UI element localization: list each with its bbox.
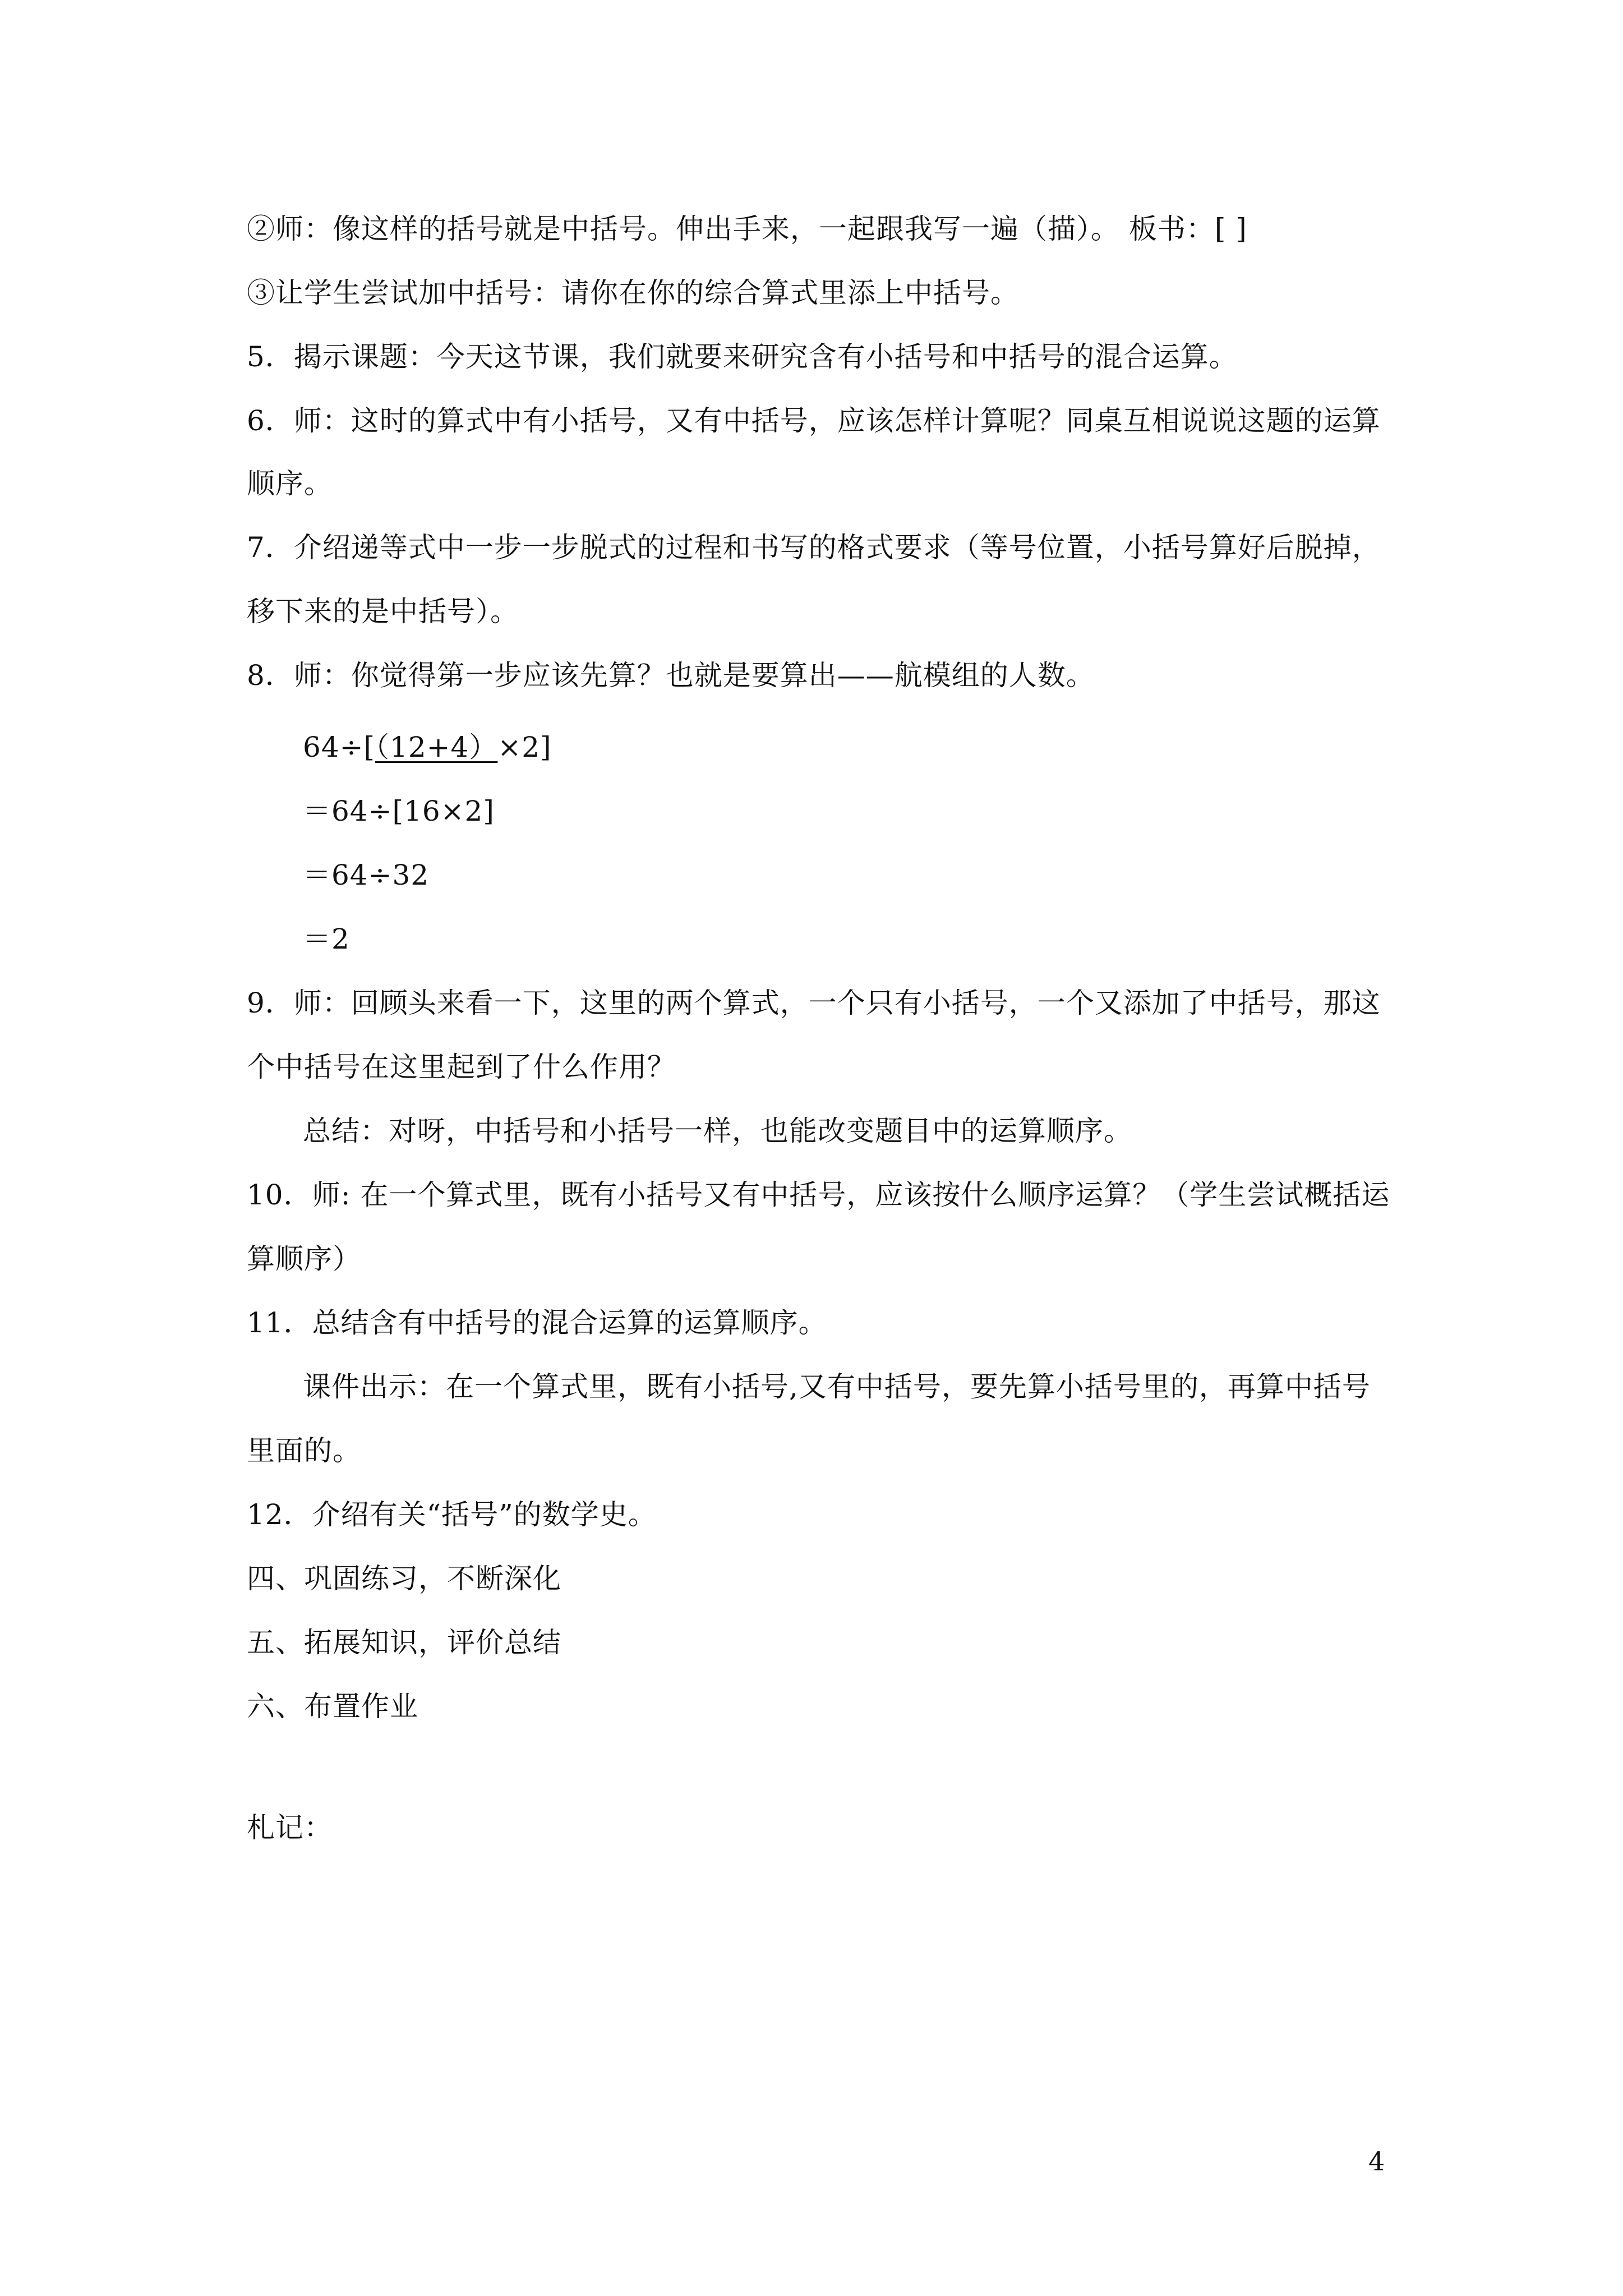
text-line: 9．师：回顾头来看一下，这里的两个算式，一个只有小括号，一个又添加了中括号，那这 bbox=[247, 987, 1381, 1019]
text-line: 算顺序） bbox=[247, 1243, 361, 1275]
text-line: 10．师: 在一个算式里，既有小括号又有中括号，应该按什么顺序运算？（学生尝试概括运 bbox=[247, 1179, 1390, 1211]
text-line: 5．揭示课题：今天这节课，我们就要来研究含有小括号和中括号的混合运算。 bbox=[247, 341, 1238, 373]
text-line: 顺序。 bbox=[247, 467, 333, 500]
text-line: ②师：像这样的括号就是中括号。伸出手来，一起跟我写一遍（描）。 板书：[ ] bbox=[247, 213, 1247, 245]
notes-label: 札记： bbox=[247, 1811, 333, 1844]
section-heading: 五、拓展知识，评价总结 bbox=[247, 1626, 561, 1659]
text-line: 8．师：你觉得第一步应该先算？也就是要算出——航模组的人数。 bbox=[247, 659, 1095, 692]
text-line: 总结：对呀，中括号和小括号一样，也能改变题目中的运算顺序。 bbox=[303, 1115, 1132, 1147]
equation-line-1 bbox=[303, 730, 1447, 764]
equation-part: 64÷[ bbox=[303, 731, 376, 763]
text-line: 7．介绍递等式中一步一步脱式的过程和书写的格式要求（等号位置，小括号算好后脱掉， bbox=[247, 531, 1381, 564]
text-line: 个中括号在这里起到了什么作用？ bbox=[247, 1051, 676, 1083]
equation-line-2: ＝64÷[16×2] bbox=[303, 795, 495, 827]
text-line: 12．介绍有关“括号”的数学史。 bbox=[247, 1498, 657, 1531]
text-line: 里面的。 bbox=[247, 1434, 361, 1467]
section-heading: 四、巩固练习，不断深化 bbox=[247, 1562, 561, 1595]
text-line: ③让学生尝试加中括号：请你在你的综合算式里添上中括号。 bbox=[247, 277, 1019, 309]
text-line: 移下来的是中括号）。 bbox=[247, 595, 519, 628]
equation-part: ×2] bbox=[497, 731, 552, 763]
section-heading: 六、布置作业 bbox=[247, 1690, 418, 1723]
equation-underlined-part: （12+4） bbox=[375, 731, 498, 763]
equation-line-4: ＝2 bbox=[303, 923, 350, 955]
page-number: 4 bbox=[1368, 2146, 1385, 2177]
text-line: 课件出示：在一个算式里，既有小括号,又有中括号，要先算小括号里的，再算中括号 bbox=[303, 1370, 1371, 1403]
text-line: 6．师：这时的算式中有小括号，又有中括号，应该怎样计算呢？同桌互相说说这题的运算 bbox=[247, 404, 1381, 437]
text-line: 11．总结含有中括号的混合运算的运算顺序。 bbox=[247, 1306, 827, 1339]
equation-line-3: ＝64÷32 bbox=[303, 859, 430, 891]
